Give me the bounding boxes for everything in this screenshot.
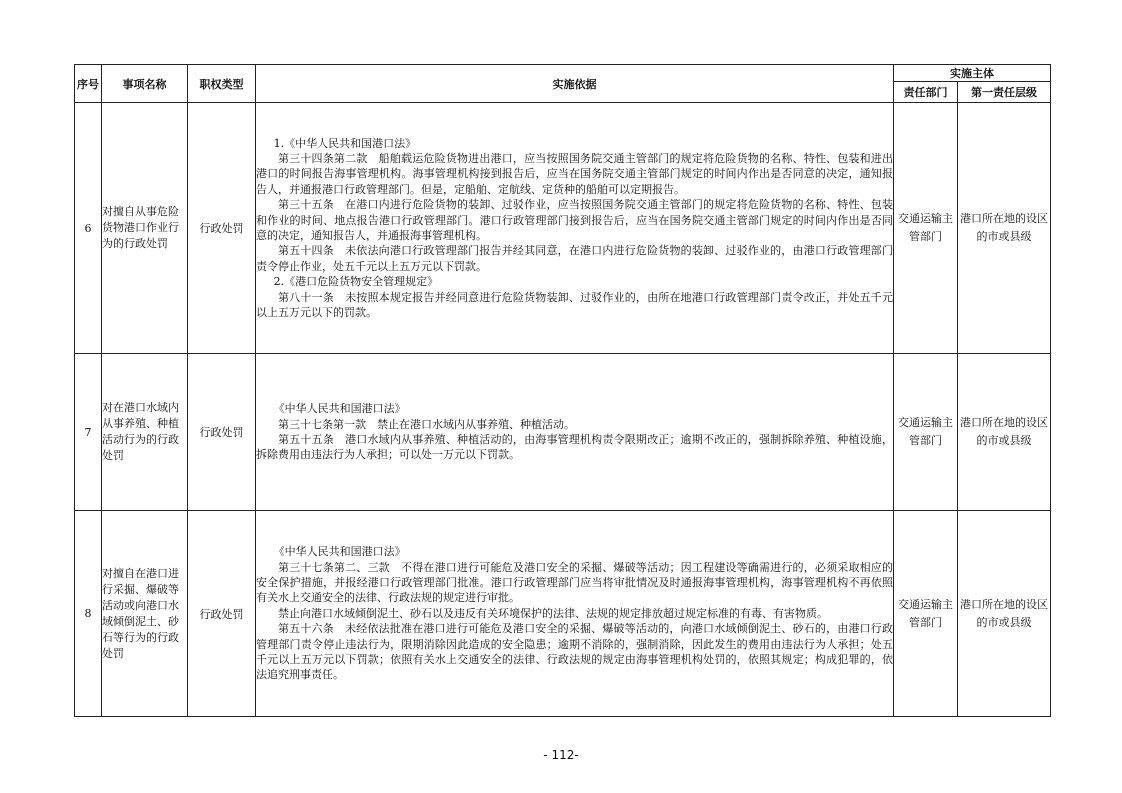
header-power-type: 职权类型 (188, 65, 256, 103)
basis-paragraph: 第三十四条第二款 船舶载运危险货物进出港口，应当按照国务院交通主管部门的规定将危险货物的名称、特性、包装和进出港口的时间报告海事管理机构。海事管理机构接到报告后，应当在国务院交通主管部门规定的时间内作出是否同意的决定，通知报告人，并通报港口行政管理部门。但是，定船舶、定航线、定货种的船舶可以定期报告。 (256, 151, 893, 196)
enforcement-table (74, 64, 1051, 717)
row-dept: 交通运输主管部门 (894, 354, 958, 511)
basis-paragraph: 第五十五条 港口水域内从事养殖、种植活动的，由海事管理机构责令限期改正；逾期不改正的，强制拆除养殖、种植设施，拆除费用由违法行为人承担；可以处一万元以下罚款。 (256, 433, 893, 462)
basis-law-title: 2.《港口危险货物安全管理规定》 (273, 275, 439, 289)
row-basis (256, 511, 894, 717)
row-dept: 交通运输主管部门 (894, 511, 958, 717)
basis-paragraph: 第八十一条 未按照本规定报告并经同意进行危险货物装卸、过驳作业的，由所在地港口行政管理部门责令改正，并处五千元以上五万元以下的罚款。 (256, 290, 893, 320)
basis-paragraph: 第三十七条第二、三款 不得在港口进行可能危及港口安全的采掘、爆破等活动；因工程建设等确需进行的，必须采取相应的安全保护措施，并报经港口行政管理部门批准。港口行政管理部门应当将审批情况及时通报海事管理机构，海事管理机构不再依照有关水上交通安全的法律、行政法规的规定进行审批。 (256, 560, 893, 605)
basis-paragraph: 禁止向港口水域倾倒泥土、砂石以及违反有关环境保护的法律、法规的规定排放超过规定标准的有毒、有害物质。 (278, 606, 828, 620)
header-dept: 责任部门 (894, 82, 958, 103)
basis-paragraph: 第五十四条 未依法向港口行政管理部门报告并经其同意，在港口内进行危险货物的装卸、过驳作业的，由港口行政管理部门责令停止作业，处五千元以上五万元以下罚款。 (256, 244, 893, 273)
row-power-type: 行政处罚 (188, 103, 256, 354)
row-item-name: 对在港口水域内从事养殖、种植活动行为的行政处罚 (102, 354, 188, 511)
table-row (75, 354, 1051, 511)
header-level: 第一责任层级 (958, 82, 1051, 103)
basis-law-title: 《中华人民共和国港口法》 (273, 402, 406, 416)
basis-paragraph: 第五十六条 未经依法批准在港口进行可能危及港口安全的采掘、爆破等活动的，向港口水域倾倒泥土、砂石的，由港口行政管理部门责令停止违法行为，限期消除因此造成的安全隐患；逾期不消除的，强制消除，因此发生的费用由违法行为人承担；处五千元以上五万元以下罚款；依照有关水上交通安全的法律、行政法规的规定由海事管理机构处罚的，依照其规定；构成犯罪的，依法追究刑事责任。 (256, 622, 893, 682)
header-seq: 序号 (75, 65, 102, 103)
row-seq: 7 (75, 354, 102, 511)
basis-law-title: 《中华人民共和国港口法》 (273, 545, 406, 559)
basis-paragraph: 第三十七条第一款 禁止在港口水域内从事养殖、种植活动。 (278, 417, 575, 431)
row-power-type: 行政处罚 (188, 354, 256, 511)
row-basis (256, 103, 894, 354)
table-row (75, 103, 1051, 354)
row-seq: 8 (75, 511, 102, 717)
basis-paragraph: 第三十五条 在港口内进行危险货物的装卸、过驳作业，应当按照国务院交通主管部门的规定将危险货物的名称、特性、包装和作业的时间、地点报告港口行政管理部门。港口行政管理部门接到报告后，应当在国务院交通主管部门规定的时间内作出是否同意的决定，通知报告人，并通报海事管理机构。 (256, 198, 893, 242)
row-item-name: 对擅自在港口进行采掘、爆破等活动或向港口水域倾倒泥土、砂石等行为的行政处罚 (102, 511, 188, 717)
row-dept: 交通运输主管部门 (894, 103, 958, 354)
header-subject: 实施主体 (894, 65, 1051, 82)
table-row (75, 511, 1051, 717)
row-item-name: 对擅自从事危险货物港口作业行为的行政处罚 (102, 103, 188, 354)
header-basis: 实施依据 (256, 65, 894, 103)
basis-law-title: 1.《中华人民共和国港口法》 (273, 136, 417, 150)
row-power-type: 行政处罚 (188, 511, 256, 717)
row-basis (256, 354, 894, 511)
row-level: 港口所在地的设区的市或县级 (958, 354, 1051, 511)
row-level: 港口所在地的设区的市或县级 (958, 103, 1051, 354)
header-item-name: 事项名称 (102, 65, 188, 103)
page-number: - 112- (543, 748, 579, 762)
row-seq: 6 (75, 103, 102, 354)
row-level: 港口所在地的设区的市或县级 (958, 511, 1051, 717)
